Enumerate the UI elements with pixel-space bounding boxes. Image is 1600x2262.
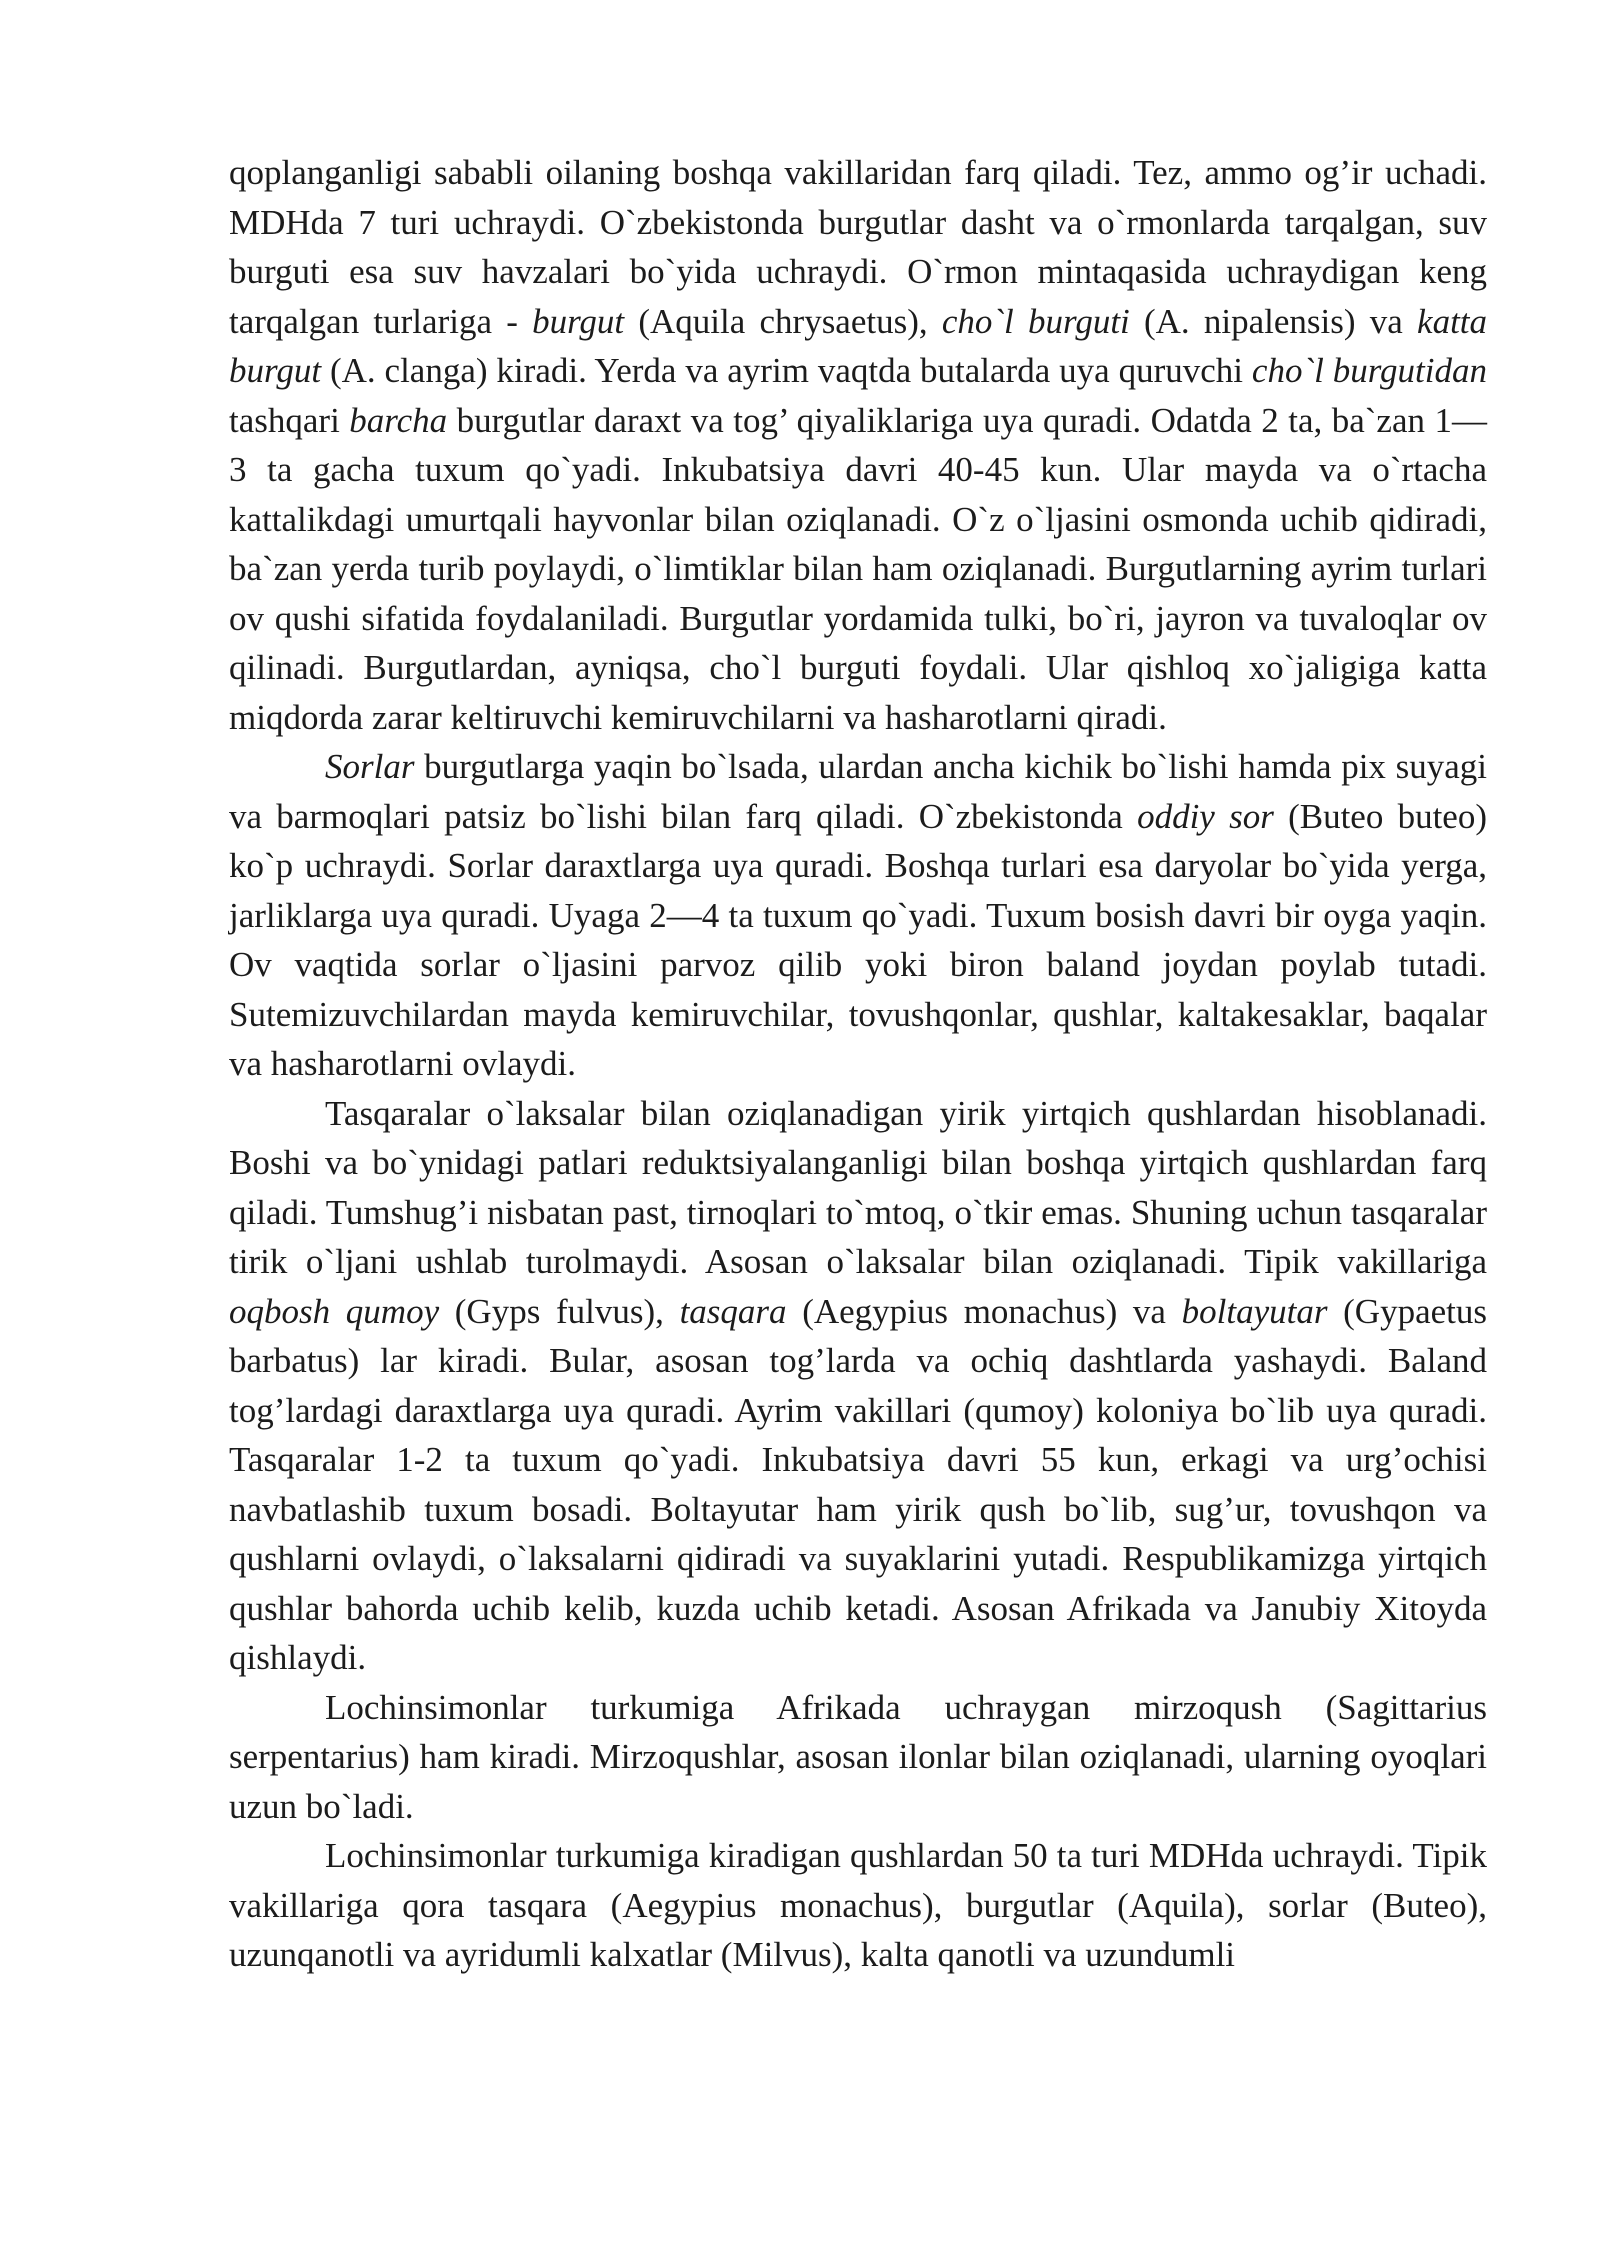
paragraph: [229, 148, 1487, 742]
text-run: (Gypaetus barbatus) lar kiradi. Bular, asosan tog’larda va ochiq dashtlarda yashaydi. Baland tog’lardagi daraxtlarga uya quradi. Ayrim vakillari (qumoy) koloniya bo`lib uya quradi. Tasqaralar 1-2 ta tuxum qo`yadi. Inkubatsiya davri 55 kun, erkagi va urg’ochisi navbatlashib tuxum bosadi. Boltayutar ham yirik qush bo`lib, sug’ur, tovushqon va qushlarni ovlaydi, o`laksalarni qidiradi va suyaklarini yutadi. Respublikamizga yirtqich qushlar bahorda uchib kelib, kuzda uchib ketadi. Asosan Afrikada va Janubiy Xitoyda qishlaydi.: [229, 1291, 1487, 1677]
italic-term: oqbosh qumoy: [229, 1291, 440, 1331]
text-run: qoplanganligi sababli oilaning boshqa vakillaridan farq qiladi. Tez, ammo og’ir uchadi. MDHda 7 turi uchraydi. O`zbekistonda burgutlar dasht va o`rmonlarda tarqalgan, suv burguti esa suv havzalari bo`yida uchraydi. O`rmon mintaqasida uchraydigan keng tarqalgan turlariga -: [229, 153, 1487, 341]
italic-term: oddiy sor: [1137, 796, 1274, 836]
italic-term: boltayutar: [1181, 1291, 1328, 1331]
italic-term: burgut: [532, 301, 625, 341]
text-run: Lochinsimonlar turkumiga kiradigan qushlardan 50 ta turi MDHda uchraydi. Tipik vakillariga qora tasqara (Aegypius monachus), burgutlar (Aquila), sorlar (Buteo), uzunqanotli va ayridumli kalxatlar (Milvus), kalta qanotli va uzundumli: [229, 1836, 1487, 1974]
italic-term: katta burgut: [229, 301, 1488, 390]
text-run: tashqari: [229, 400, 350, 440]
italic-term: barcha: [349, 400, 448, 440]
paragraph: [229, 1683, 1487, 1832]
text-run: (A. nipalensis) va: [1129, 301, 1418, 341]
italic-term: cho`l burguti: [941, 301, 1130, 341]
paragraph: [229, 1089, 1487, 1683]
text-run: Tasqaralar o`laksalar bilan oziqlanadigan yirik yirtqich qushlardan hisoblanadi. Boshi va bo`ynidagi patlari reduktsiyalanganligi bilan boshqa yirtqich qushlardan farq qiladi. Tumshug’i nisbatan past, tirnoqlari to`mtoq, o`tkir emas. Shuning uchun tasqaralar tirik o`ljani ushlab turolmaydi. Asosan o`laksalar bilan oziqlanadi. Tipik vakillariga: [229, 1093, 1487, 1281]
italic-term: cho`l burgutidan: [1251, 351, 1487, 390]
text-run: Lochinsimonlar turkumiga Afrikada uchraygan mirzoqush (Sagittarius serpentarius) ham kiradi. Mirzoqushlar, asosan ilonlar bilan oziqlanadi, ularning oyoqlari uzun bo`ladi.: [229, 1687, 1487, 1826]
text-run: (Buteo buteo) ko`p uchraydi. Sorlar daraxtlarga uya quradi. Boshqa turlari esa daryolar bo`yida yerga, jarliklarga uya quradi. Uyaga 2—4 ta tuxum qo`yadi. Tuxum bosish davri bir oyga yaqin. Ov vaqtida sorlar o`ljasini parvoz qilib yoki biron baland joydan poylab tutadi. Sutemizuvchilardan mayda kemiruvchilar, tovushqonlar, qushlar, kaltakesaklar, baqalar va hasharotlarni ovlaydi.: [229, 796, 1487, 1083]
italic-term: Sorlar: [325, 747, 415, 786]
text-run: burgutlar daraxt va tog’ qiyaliklariga uya quradi. Odatda 2 ta, ba`zan 1—3 ta gacha tuxum qo`yadi. Inkubatsiya davri 40-45 kun. Ular mayda va o`rtacha kattalikdagi umurtqali hayvonlar bilan oziqlanadi. O`z o`ljasini osmonda uchib qidiradi, ba`zan yerda turib poylaydi, o`limtiklar bilan ham oziqlanadi. Burgutlarning ayrim turlari ov qushi sifatida foydalaniladi. Burgutlar yordamida tulki, bo`ri, jayron va tuvaloqlar ov qilinadi. Burgutlardan, ayniqsa, cho`l burguti foydali. Ular qishloq xo`jaligiga katta miqdorda zarar keltiruvchi kemiruvchilarni va hasharotlarni qiradi.: [229, 400, 1487, 737]
document-page: [229, 148, 1487, 1980]
text-run: (Aquila chrysaetus),: [624, 301, 942, 341]
text-run: (Gyps fulvus),: [439, 1291, 680, 1331]
text-run: (Aegypius monachus) va: [786, 1291, 1182, 1331]
text-run: burgutlarga yaqin bo`lsada, ulardan ancha kichik bo`lishi hamda pix suyagi va barmoqlari patsiz bo`lishi bilan farq qiladi. O`zbekistonda: [229, 747, 1487, 836]
paragraph: [229, 1831, 1487, 1980]
italic-term: tasqara: [679, 1291, 787, 1331]
paragraph: [229, 742, 1487, 1089]
text-run: (A. clanga) kiradi. Yerda va ayrim vaqtda butalarda uya quruvchi: [321, 351, 1252, 390]
